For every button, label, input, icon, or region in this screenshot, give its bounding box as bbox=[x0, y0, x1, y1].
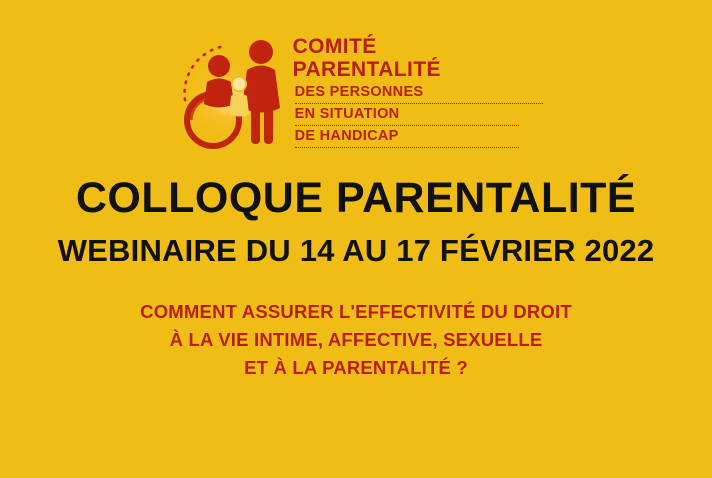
logo-line-en-situation-text: EN SITUATION bbox=[295, 104, 520, 126]
logo-line-comite: COMITÉ bbox=[292, 35, 377, 59]
page-title: COLLOQUE PARENTALITÉ bbox=[75, 174, 637, 222]
logo-line-de-handicap-text: DE HANDICAP bbox=[295, 126, 519, 148]
logo-line-des-personnes bbox=[293, 82, 544, 104]
logo bbox=[169, 26, 544, 158]
logo-line-parentalite: PARENTALITÉ bbox=[292, 57, 441, 81]
comite-parentalite-logo-icon bbox=[169, 26, 289, 158]
page-subtitle: WEBINAIRE DU 14 AU 17 FÉVRIER 2022 bbox=[57, 233, 655, 269]
logo-text bbox=[293, 36, 544, 147]
logo-line-en-situation bbox=[293, 104, 544, 126]
logo-block bbox=[0, 22, 712, 162]
question-line-3: ET À LA PARENTALITÉ ? bbox=[244, 356, 468, 378]
logo-line-des-personnes-text: DES PERSONNES bbox=[295, 82, 544, 104]
question-line-2: À LA VIE INTIME, AFFECTIVE, SEXUELLE bbox=[169, 328, 543, 350]
logo-line-de-handicap bbox=[293, 126, 544, 148]
question-line-1: COMMENT ASSURER L'EFFECTIVITÉ DU DROIT bbox=[140, 300, 572, 322]
question-block bbox=[140, 298, 572, 382]
